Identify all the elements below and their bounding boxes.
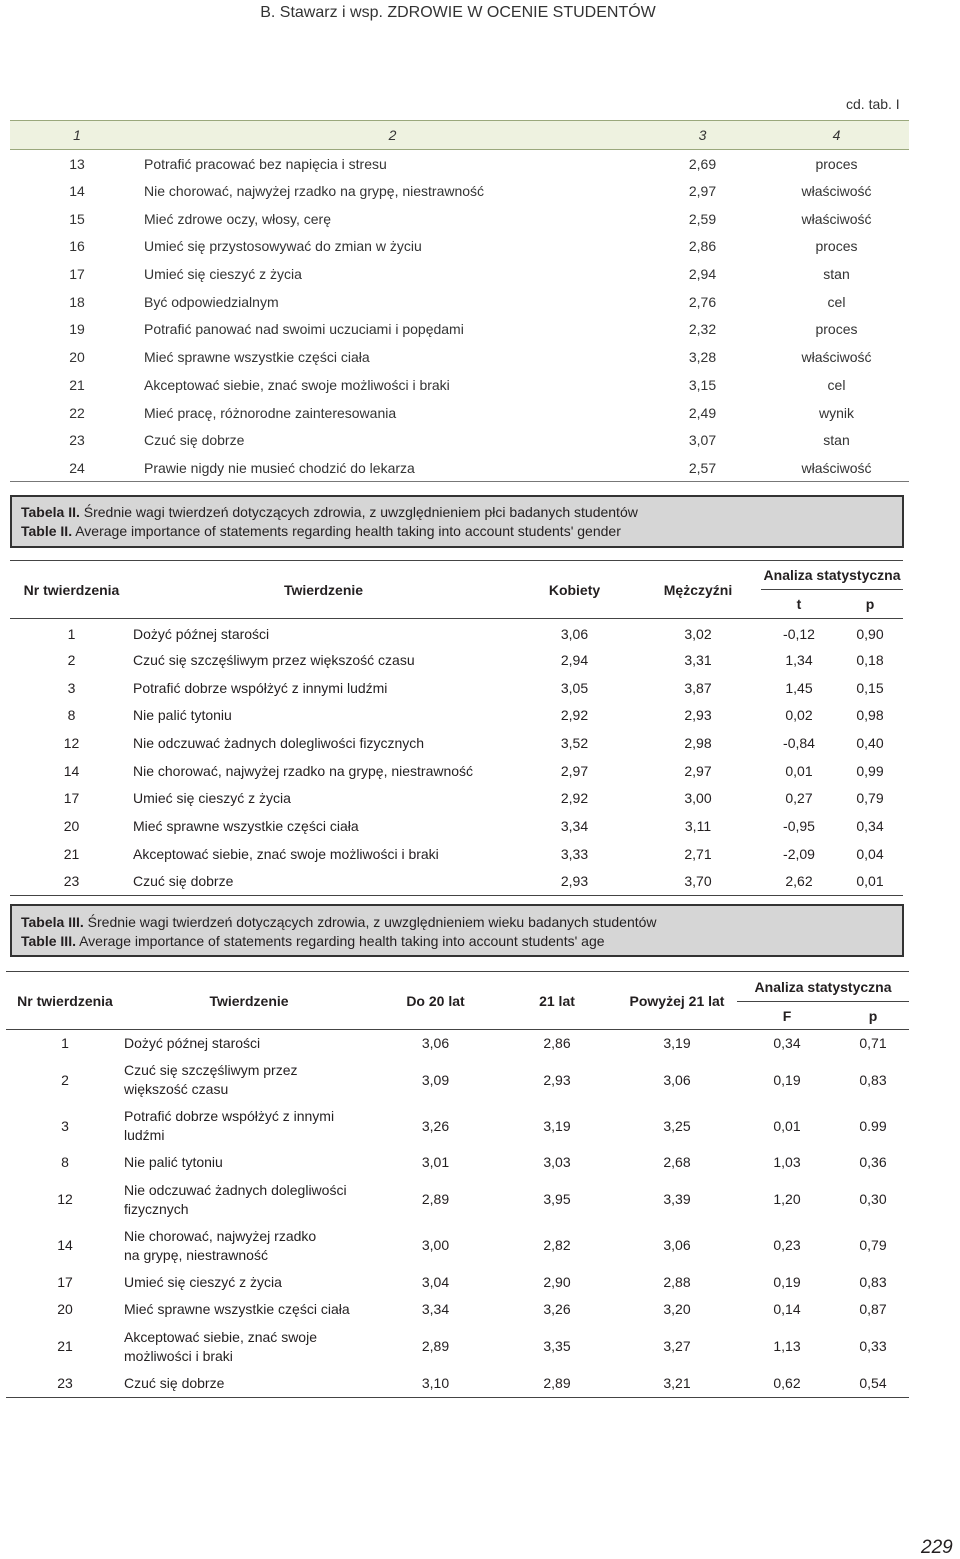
women-cell: 3,34 <box>560 818 589 835</box>
table-3-age <box>6 971 909 1398</box>
table-row <box>10 840 903 868</box>
page-number: 229 <box>921 1537 953 1558</box>
header-statement: Twierdzenie <box>133 561 514 619</box>
mean-weight-cell: 2,69 <box>688 155 717 172</box>
p-value-cell: 0,34 <box>856 818 884 835</box>
statement-number-cell: 1 <box>67 626 76 643</box>
category-cell: proces <box>815 238 858 255</box>
statement-cell: Czuć się szczęśliwym przez większość czasu <box>133 652 415 669</box>
table-row <box>10 426 909 454</box>
under-20-cell: 3,06 <box>421 1035 450 1051</box>
category-cell: właściwość <box>801 349 872 366</box>
table-row <box>10 812 903 840</box>
header-under-20: Do 20 lat <box>374 972 497 1030</box>
p-value-cell: 0,83 <box>859 1071 887 1088</box>
over-21-cell: 3,39 <box>663 1191 691 1207</box>
statement-cell: Potrafić pracować bez napięcia i stresu <box>144 155 387 172</box>
under-20-cell: 3,09 <box>421 1071 450 1088</box>
category-cell: cel <box>827 293 846 310</box>
category-cell: wynik <box>818 404 854 421</box>
statement-number-cell: 22 <box>69 404 85 421</box>
men-cell: 2,97 <box>684 762 712 779</box>
F-value-cell: 1,20 <box>773 1191 801 1207</box>
statement-cell: Czuć się dobrze <box>133 868 514 896</box>
p-value-cell: 0,71 <box>859 1035 887 1051</box>
statement-number-cell: 14 <box>69 183 85 200</box>
table-row <box>10 729 903 757</box>
statement-number-cell: 18 <box>69 293 85 310</box>
table-row <box>6 1370 909 1398</box>
statement-number-cell: 20 <box>57 1301 73 1318</box>
category-cell: właściwość <box>801 210 872 227</box>
women-cell: 2,97 <box>560 762 589 779</box>
statement-cell: Czuć się dobrze <box>124 1370 374 1398</box>
statement-cell: Nie chorować, najwyżej rzadko na grypę, niestrawność <box>124 1227 317 1263</box>
p-value-cell: 0,79 <box>856 790 884 807</box>
F-value-cell: 1,03 <box>773 1154 801 1171</box>
table-row <box>10 371 909 399</box>
header-statistical-analysis: Analiza statystyczna <box>737 972 909 1002</box>
statement-number-cell: 15 <box>69 210 85 227</box>
mean-weight-cell: 2,32 <box>688 321 717 338</box>
women-cell: 2,92 <box>560 707 589 724</box>
men-cell: 3,31 <box>684 652 712 669</box>
caption-text: Średnie wagi twierdzeń dotyczących zdrowia, z uwzględnieniem wieku badanych studentów <box>83 914 657 930</box>
table-row <box>10 702 903 730</box>
statement-number-cell: 12 <box>63 735 80 752</box>
statement-number-cell: 17 <box>63 790 80 807</box>
p-value-cell: 0,54 <box>837 1370 909 1398</box>
table-row <box>10 619 903 647</box>
table-row <box>6 1057 909 1103</box>
p-value-cell: 0,18 <box>856 652 884 669</box>
statement-cell: Mieć sprawne wszystkie części ciała <box>133 818 359 835</box>
over-21-cell: 3,25 <box>663 1117 691 1134</box>
F-value-cell: 0,19 <box>773 1273 801 1290</box>
p-value-cell: 0,40 <box>856 735 884 752</box>
p-value-cell: 0,90 <box>856 626 884 643</box>
p-value-cell: 0,04 <box>856 845 884 862</box>
p-value-cell: 0,98 <box>856 707 884 724</box>
mean-weight-cell: 3,07 <box>688 432 717 449</box>
column-number-2: 2 <box>144 121 641 150</box>
p-value-cell: 0,30 <box>859 1191 887 1207</box>
table-row <box>6 1177 909 1223</box>
age-21-cell: 3,35 <box>543 1338 571 1354</box>
continuation-label: cd. tab. I <box>846 96 900 112</box>
header-men: Mężczyźni <box>635 561 761 619</box>
statement-cell: Być odpowiedzialnym <box>144 293 279 310</box>
caption-label: Table III. <box>21 933 76 949</box>
t-value-cell: 1,45 <box>785 679 813 696</box>
statement-cell: Dożyć późnej starości <box>133 626 270 643</box>
statement-number-cell: 16 <box>69 238 85 255</box>
table-row <box>6 1103 909 1149</box>
p-value-cell: 0,79 <box>859 1237 887 1253</box>
over-21-cell: 3,06 <box>663 1071 691 1088</box>
table-row <box>6 1324 909 1370</box>
caption-text: Średnie wagi twierdzeń dotyczących zdrowia, z uwzględnieniem płci badanych studentów <box>79 504 638 520</box>
statement-cell: Nie chorować, najwyżej rzadko na grypę, niestrawność <box>144 183 485 200</box>
men-cell: 3,87 <box>684 679 712 696</box>
category-cell: proces <box>815 155 858 172</box>
statement-cell: Umieć się przystosowywać do zmian w życiu <box>144 238 422 255</box>
F-value-cell: 0,19 <box>773 1071 801 1088</box>
under-20-cell: 3,01 <box>421 1154 450 1171</box>
over-21-cell: 3,21 <box>617 1370 737 1398</box>
p-value-cell: 0,99 <box>856 762 884 779</box>
t-value-cell: 0,27 <box>785 790 813 807</box>
men-cell: 3,70 <box>635 868 761 896</box>
statement-number-cell: 8 <box>61 1154 69 1171</box>
category-cell: właściwość <box>764 454 909 482</box>
statement-cell: Potrafić dobrze współżyć z innymi ludźmi <box>124 1108 335 1143</box>
women-cell: 3,05 <box>560 679 589 696</box>
statement-number-cell: 20 <box>69 349 85 366</box>
statement-cell: Akceptować siebie, znać swoje możliwości i braki <box>144 376 450 393</box>
header-statistical-analysis: Analiza statystyczna <box>761 561 903 590</box>
over-21-cell: 3,19 <box>663 1035 691 1051</box>
table-1-continuation <box>10 120 909 482</box>
table-row <box>6 1269 909 1297</box>
t-value-cell: -0,84 <box>783 735 815 752</box>
statement-cell: Nie odczuwać żadnych dolegliwości fizycznych <box>133 735 425 752</box>
statement-number-cell: 21 <box>69 376 85 393</box>
p-value-cell: 0,36 <box>859 1154 887 1171</box>
t-value-cell: 0,02 <box>785 707 813 724</box>
statement-cell: Nie palić tytoniu <box>133 707 232 724</box>
table-row <box>10 454 909 482</box>
header-F: F <box>737 1002 837 1030</box>
p-value-cell: 0,15 <box>856 679 884 696</box>
header-statement-number: Nr twierdzenia <box>10 561 133 619</box>
p-value-cell: 0.99 <box>859 1117 887 1134</box>
statement-cell: Dożyć późnej starości <box>124 1035 261 1051</box>
header-age-21: 21 lat <box>497 972 617 1030</box>
under-20-cell: 3,00 <box>421 1237 450 1253</box>
women-cell: 3,52 <box>560 735 589 752</box>
women-cell: 3,33 <box>560 845 589 862</box>
table-row <box>10 646 903 674</box>
table-row <box>10 205 909 233</box>
table-row <box>6 1223 909 1269</box>
over-21-cell: 2,88 <box>663 1273 691 1290</box>
table-2-caption-pl <box>21 503 902 522</box>
statement-cell: Akceptować siebie, znać swoje możliwości i braki <box>124 1328 317 1364</box>
p-value-cell: 0,87 <box>859 1301 887 1318</box>
mean-weight-cell: 2,59 <box>688 210 717 227</box>
statement-number-cell: 14 <box>57 1237 73 1253</box>
age-21-cell: 3,26 <box>543 1301 571 1318</box>
statement-number-cell: 17 <box>57 1273 73 1290</box>
over-21-cell: 3,06 <box>663 1237 691 1253</box>
statement-number-cell: 12 <box>57 1191 73 1207</box>
under-20-cell: 2,89 <box>421 1338 450 1354</box>
age-21-cell: 3,95 <box>543 1191 571 1207</box>
table-3-caption <box>10 904 904 957</box>
men-cell: 2,93 <box>684 707 712 724</box>
age-21-cell: 2,89 <box>497 1370 617 1398</box>
over-21-cell: 2,68 <box>663 1154 691 1171</box>
statement-number-cell: 23 <box>6 1370 124 1398</box>
under-20-cell: 3,26 <box>421 1117 450 1134</box>
statement-cell: Czuć się szczęśliwym przez większość czasu <box>124 1062 298 1097</box>
table-row <box>10 233 909 261</box>
mean-weight-cell: 3,15 <box>688 376 717 393</box>
women-cell: 2,94 <box>560 652 589 669</box>
statement-number-cell: 23 <box>10 868 133 896</box>
table-row <box>10 316 909 344</box>
statement-cell: Umieć się cieszyć z życia <box>144 266 302 283</box>
statement-number-cell: 1 <box>61 1035 69 1051</box>
statement-cell: Prawie nigdy nie musieć chodzić do lekarza <box>144 454 641 482</box>
F-value-cell: 0,34 <box>773 1035 801 1051</box>
table-row <box>10 868 903 896</box>
mean-weight-cell: 2,86 <box>688 238 717 255</box>
men-cell: 2,71 <box>684 845 712 862</box>
table-row <box>10 757 903 785</box>
statement-number-cell: 14 <box>63 762 80 779</box>
statement-number-cell: 24 <box>10 454 144 482</box>
under-20-cell: 3,10 <box>374 1370 497 1398</box>
table-3-caption-pl <box>21 913 902 932</box>
table-row <box>10 785 903 813</box>
caption-label: Table II. <box>21 523 73 539</box>
column-number-1: 1 <box>10 121 144 150</box>
statement-cell: Potrafić dobrze współżyć z innymi ludźmi <box>133 679 388 696</box>
table-row <box>10 288 909 316</box>
men-cell: 2,98 <box>684 735 712 752</box>
under-20-cell: 3,34 <box>421 1301 450 1318</box>
caption-label: Tabela II. <box>21 504 80 520</box>
statement-cell: Czuć się dobrze <box>144 432 245 449</box>
caption-label: Tabela III. <box>21 914 84 930</box>
t-value-cell: 1,34 <box>785 652 813 669</box>
table-row <box>10 150 909 178</box>
header-t: t <box>761 590 837 619</box>
statement-cell: Mieć zdrowe oczy, włosy, cerę <box>144 210 331 227</box>
statement-number-cell: 17 <box>69 266 85 283</box>
over-21-cell: 3,20 <box>663 1301 691 1318</box>
table-1-header-row <box>10 121 909 150</box>
category-cell: stan <box>823 432 850 449</box>
table-row <box>6 1030 909 1058</box>
age-21-cell: 3,03 <box>543 1154 571 1171</box>
category-cell: proces <box>815 321 858 338</box>
p-value-cell: 0,83 <box>859 1273 887 1290</box>
t-value-cell: -0,12 <box>783 626 815 643</box>
statement-number-cell: 21 <box>57 1338 73 1354</box>
header-over-21: Powyżej 21 lat <box>617 972 737 1030</box>
F-value-cell: 0,14 <box>773 1301 801 1318</box>
statement-number-cell: 19 <box>69 321 85 338</box>
statement-number-cell: 13 <box>69 155 85 172</box>
mean-weight-cell: 2,76 <box>688 293 717 310</box>
age-21-cell: 2,86 <box>543 1035 571 1051</box>
men-cell: 3,11 <box>684 818 712 835</box>
t-value-cell: 2,62 <box>761 868 837 896</box>
F-value-cell: 0,23 <box>773 1237 801 1253</box>
header-statement: Twierdzenie <box>124 972 374 1030</box>
header-p: p <box>837 1002 909 1030</box>
table-2-gender <box>10 560 903 896</box>
statement-cell: Umieć się cieszyć z życia <box>124 1273 282 1290</box>
table-2-caption <box>10 495 904 548</box>
age-21-cell: 3,19 <box>543 1117 571 1134</box>
statement-number-cell: 23 <box>69 432 85 449</box>
statement-cell: Mieć pracę, różnorodne zainteresowania <box>144 404 397 421</box>
men-cell: 3,02 <box>684 626 712 643</box>
statement-cell: Potrafić panować nad swoimi uczuciami i popędami <box>144 321 464 338</box>
over-21-cell: 3,27 <box>663 1338 691 1354</box>
men-cell: 3,00 <box>684 790 712 807</box>
category-cell: właściwość <box>801 183 872 200</box>
statement-cell: Nie odczuwać żadnych dolegliwości fizycznych <box>124 1181 347 1217</box>
statement-number-cell: 3 <box>61 1117 69 1134</box>
statement-cell: Nie palić tytoniu <box>124 1154 223 1171</box>
t-value-cell: 0,01 <box>785 762 813 779</box>
women-cell: 2,93 <box>514 868 635 896</box>
statement-cell: Nie chorować, najwyżej rzadko na grypę, niestrawność <box>133 762 474 779</box>
statement-cell: Mieć sprawne wszystkie części ciała <box>144 349 370 366</box>
F-value-cell: 0,62 <box>737 1370 837 1398</box>
p-value-cell: 0,33 <box>859 1338 887 1354</box>
statement-number-cell: 8 <box>67 707 76 724</box>
header-p: p <box>837 590 903 619</box>
table-row <box>6 1149 909 1177</box>
mean-weight-cell: 2,57 <box>641 454 764 482</box>
women-cell: 2,92 <box>560 790 589 807</box>
statement-cell: Akceptować siebie, znać swoje możliwości i braki <box>133 845 439 862</box>
category-cell: cel <box>827 376 846 393</box>
statement-cell: Mieć sprawne wszystkie części ciała <box>124 1301 350 1318</box>
column-number-4: 4 <box>764 121 909 150</box>
statement-number-cell: 21 <box>63 845 80 862</box>
statement-number-cell: 20 <box>63 818 80 835</box>
age-21-cell: 2,90 <box>543 1273 571 1290</box>
F-value-cell: 0,01 <box>773 1117 801 1134</box>
women-cell: 3,06 <box>560 626 589 643</box>
category-cell: stan <box>823 266 850 283</box>
under-20-cell: 2,89 <box>421 1191 450 1207</box>
table-row <box>10 674 903 702</box>
statement-number-cell: 2 <box>61 1071 69 1088</box>
running-head: B. Stawarz i wsp. ZDROWIE W OCENIE STUDENTÓW <box>260 4 656 21</box>
table-row <box>10 260 909 288</box>
column-number-3: 3 <box>641 121 764 150</box>
statement-cell: Umieć się cieszyć z życia <box>133 790 291 807</box>
t-value-cell: -0,95 <box>783 818 815 835</box>
mean-weight-cell: 3,28 <box>688 349 717 366</box>
age-21-cell: 2,93 <box>543 1071 571 1088</box>
mean-weight-cell: 2,97 <box>688 183 717 200</box>
table-row <box>6 1296 909 1324</box>
under-20-cell: 3,04 <box>421 1273 450 1290</box>
age-21-cell: 2,82 <box>543 1237 571 1253</box>
statement-number-cell: 3 <box>67 679 76 696</box>
header-women: Kobiety <box>514 561 635 619</box>
statement-number-cell: 2 <box>67 652 76 669</box>
header-statement-number: Nr twierdzenia <box>6 972 124 1030</box>
table-row <box>10 177 909 205</box>
caption-text: Average importance of statements regarding health taking into account students' gender <box>72 523 621 539</box>
table-row <box>10 343 909 371</box>
table-2-caption-en <box>21 522 902 541</box>
mean-weight-cell: 2,94 <box>688 266 717 283</box>
p-value-cell: 0,01 <box>837 868 903 896</box>
table-row <box>10 399 909 427</box>
mean-weight-cell: 2,49 <box>688 404 717 421</box>
F-value-cell: 1,13 <box>773 1338 801 1354</box>
table-3-caption-en <box>21 932 902 951</box>
caption-text: Average importance of statements regarding health taking into account students' age <box>75 933 605 949</box>
t-value-cell: -2,09 <box>783 845 815 862</box>
